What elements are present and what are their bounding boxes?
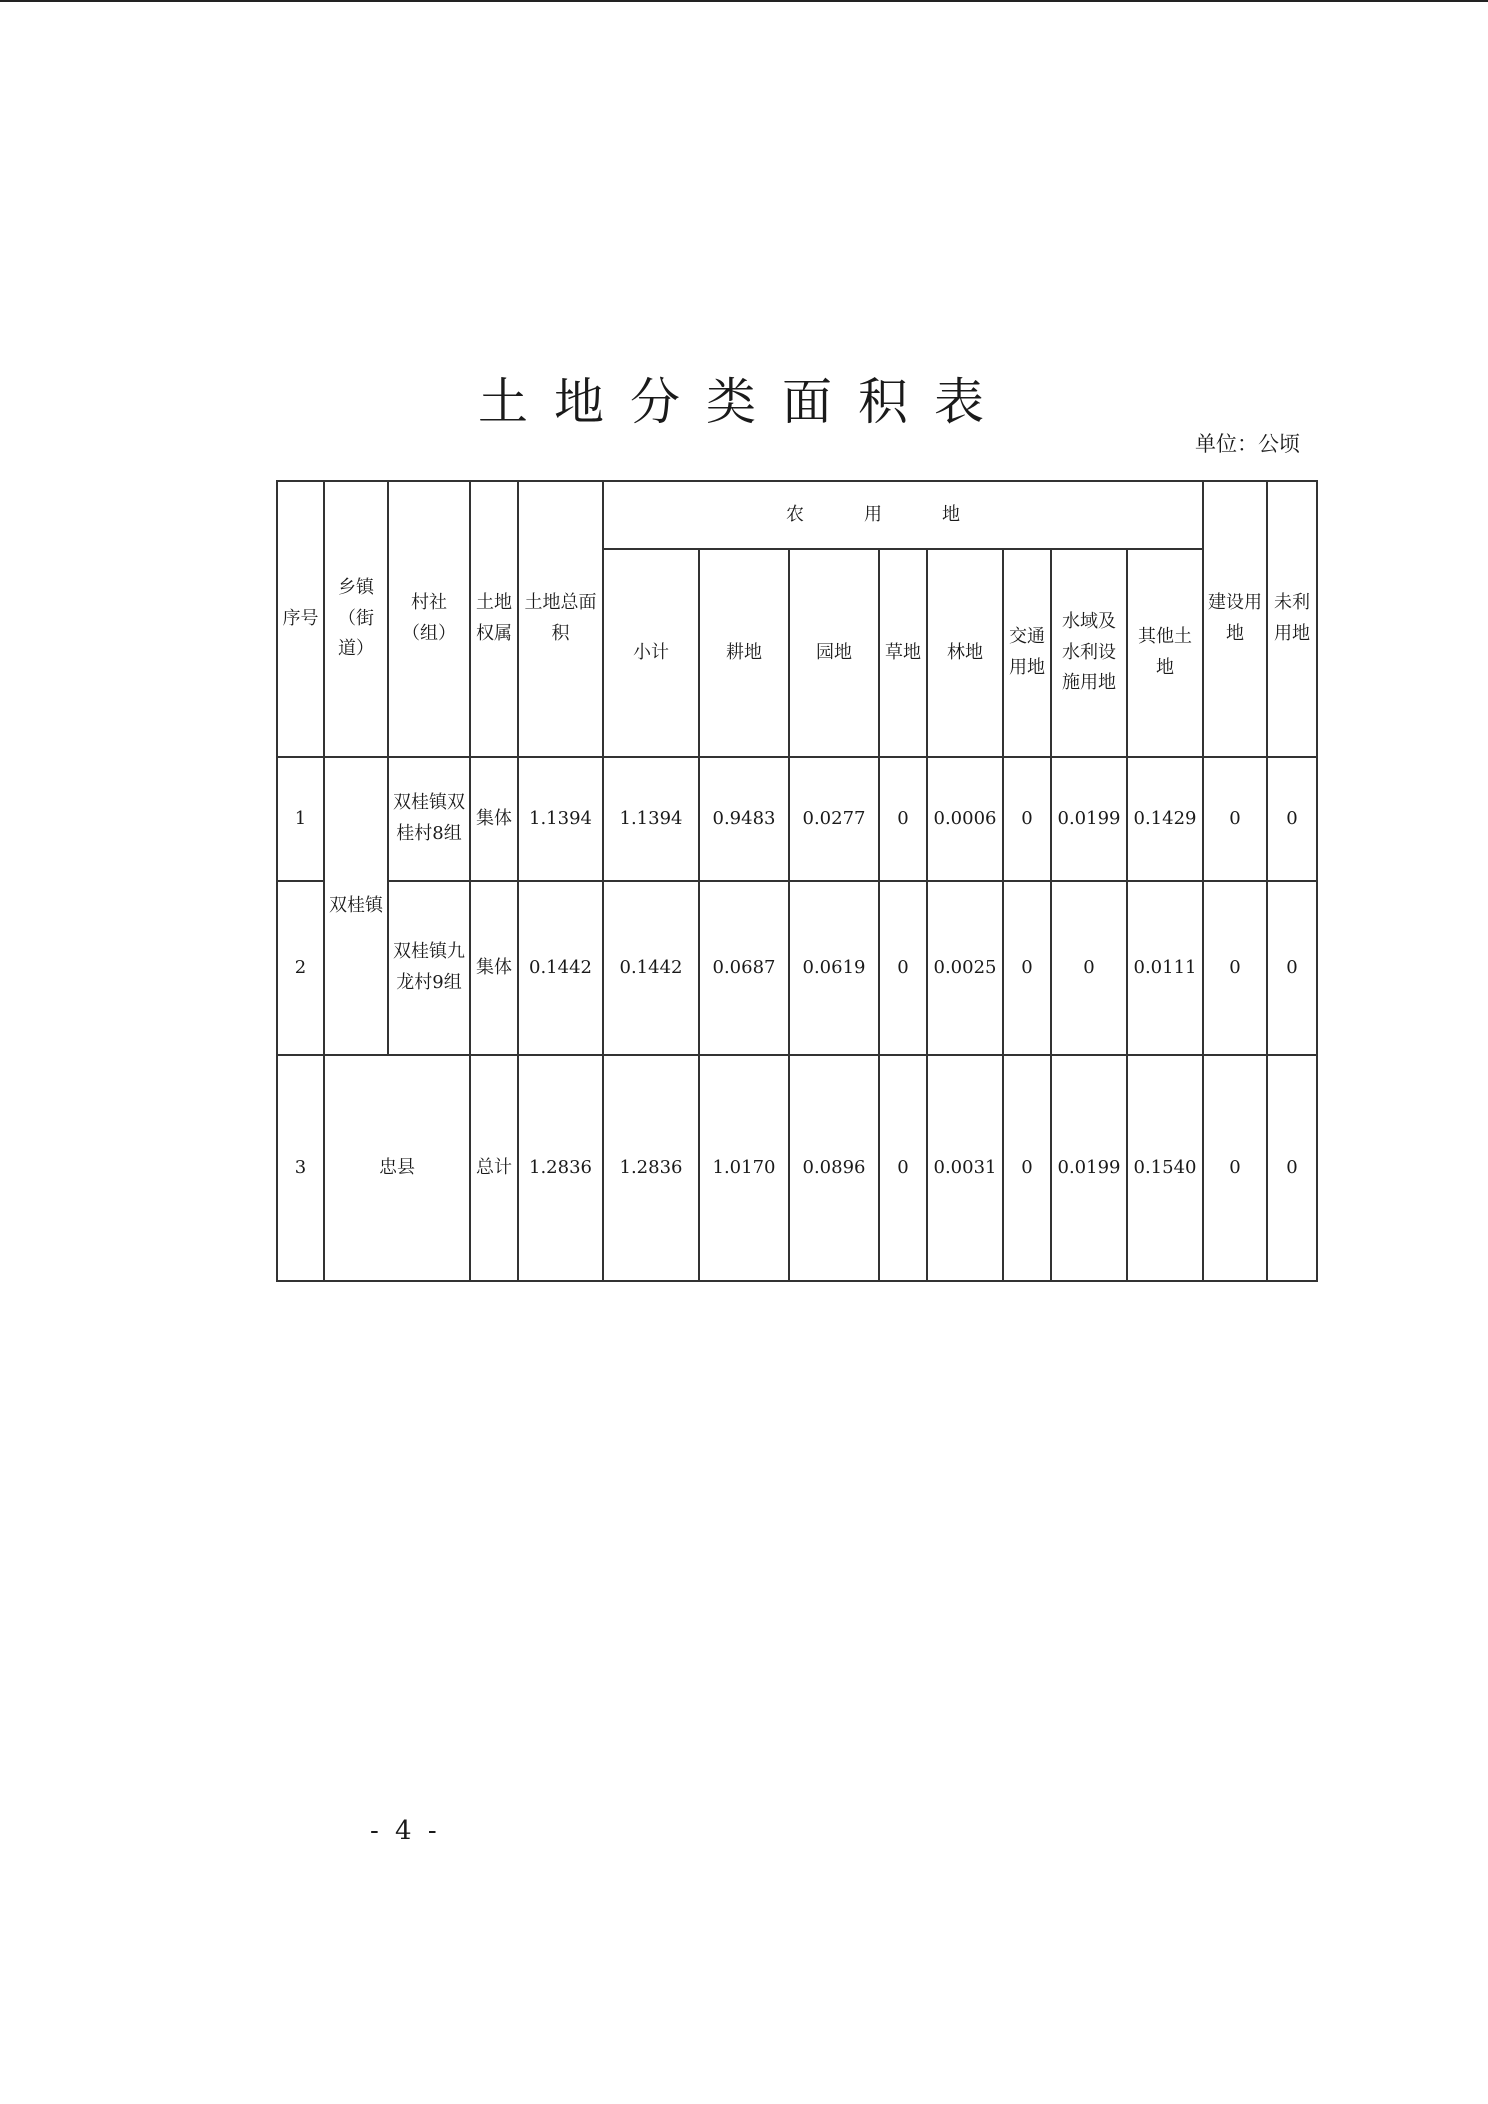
cell-ownership: 集体	[470, 881, 518, 1055]
header-unused: 未利用地	[1267, 481, 1317, 757]
cell-total: 1.1394	[518, 757, 603, 881]
cell-grass: 0	[879, 1055, 927, 1281]
land-classification-table	[276, 480, 1318, 1282]
cell-forest: 0.0025	[927, 881, 1003, 1055]
header-other: 其他土地	[1127, 549, 1203, 757]
cell-seq: 1	[277, 757, 324, 881]
cell-construction: 0	[1203, 1055, 1267, 1281]
cell-construction: 0	[1203, 757, 1267, 881]
cell-water: 0.0199	[1051, 1055, 1127, 1281]
header-seq: 序号	[277, 481, 324, 757]
cell-water: 0.0199	[1051, 757, 1127, 881]
cell-unused: 0	[1267, 757, 1317, 881]
cell-total: 0.1442	[518, 881, 603, 1055]
header-village: 村社（组）	[388, 481, 470, 757]
unit-label: 单位：公顷	[1195, 432, 1300, 456]
cell-subtotal: 0.1442	[603, 881, 699, 1055]
cell-grass: 0	[879, 881, 927, 1055]
cell-subtotal: 1.1394	[603, 757, 699, 881]
total-row	[277, 1055, 1317, 1281]
cell-garden: 0.0896	[789, 1055, 879, 1281]
header-grass: 草地	[879, 549, 927, 757]
cell-seq: 2	[277, 881, 324, 1055]
cell-other: 0.1540	[1127, 1055, 1203, 1281]
cell-subtotal: 1.2836	[603, 1055, 699, 1281]
header-town: 乡镇（街道）	[324, 481, 388, 757]
cell-total: 1.2836	[518, 1055, 603, 1281]
cell-grass: 0	[879, 757, 927, 881]
header-cultivated: 耕地	[699, 549, 789, 757]
cell-ownership: 集体	[470, 757, 518, 881]
header-forest: 林地	[927, 549, 1003, 757]
cell-village: 双桂镇双桂村8组	[388, 757, 470, 881]
cell-cultivated: 0.0687	[699, 881, 789, 1055]
cell-forest: 0.0031	[927, 1055, 1003, 1281]
table-row	[277, 757, 1317, 881]
cell-garden: 0.0619	[789, 881, 879, 1055]
header-row-1	[277, 481, 1317, 549]
cell-seq: 3	[277, 1055, 324, 1281]
header-transport: 交通用地	[1003, 549, 1051, 757]
cell-water: 0	[1051, 881, 1127, 1055]
cell-village: 双桂镇九龙村9组	[388, 881, 470, 1055]
top-border-line	[0, 0, 1488, 2]
cell-town: 双桂镇	[324, 757, 388, 1055]
cell-ownership: 总计	[470, 1055, 518, 1281]
cell-unused: 0	[1267, 1055, 1317, 1281]
cell-cultivated: 1.0170	[699, 1055, 789, 1281]
header-water: 水域及水利设施用地	[1051, 549, 1127, 757]
header-total-area: 土地总面积	[518, 481, 603, 757]
cell-transport: 0	[1003, 881, 1051, 1055]
cell-cultivated: 0.9483	[699, 757, 789, 881]
cell-unused: 0	[1267, 881, 1317, 1055]
cell-transport: 0	[1003, 1055, 1051, 1281]
cell-forest: 0.0006	[927, 757, 1003, 881]
header-garden: 园地	[789, 549, 879, 757]
page-title: 土地分类面积表	[478, 373, 1010, 431]
cell-other: 0.0111	[1127, 881, 1203, 1055]
page-number: - 4 -	[370, 1816, 441, 1846]
cell-other: 0.1429	[1127, 757, 1203, 881]
cell-transport: 0	[1003, 757, 1051, 881]
header-ownership: 土地权属	[470, 481, 518, 757]
cell-county: 忠县	[324, 1055, 470, 1281]
header-agricultural-land: 农用地	[603, 481, 1203, 549]
cell-construction: 0	[1203, 881, 1267, 1055]
table-row	[277, 881, 1317, 1055]
header-construction: 建设用地	[1203, 481, 1267, 757]
cell-garden: 0.0277	[789, 757, 879, 881]
header-subtotal: 小计	[603, 549, 699, 757]
